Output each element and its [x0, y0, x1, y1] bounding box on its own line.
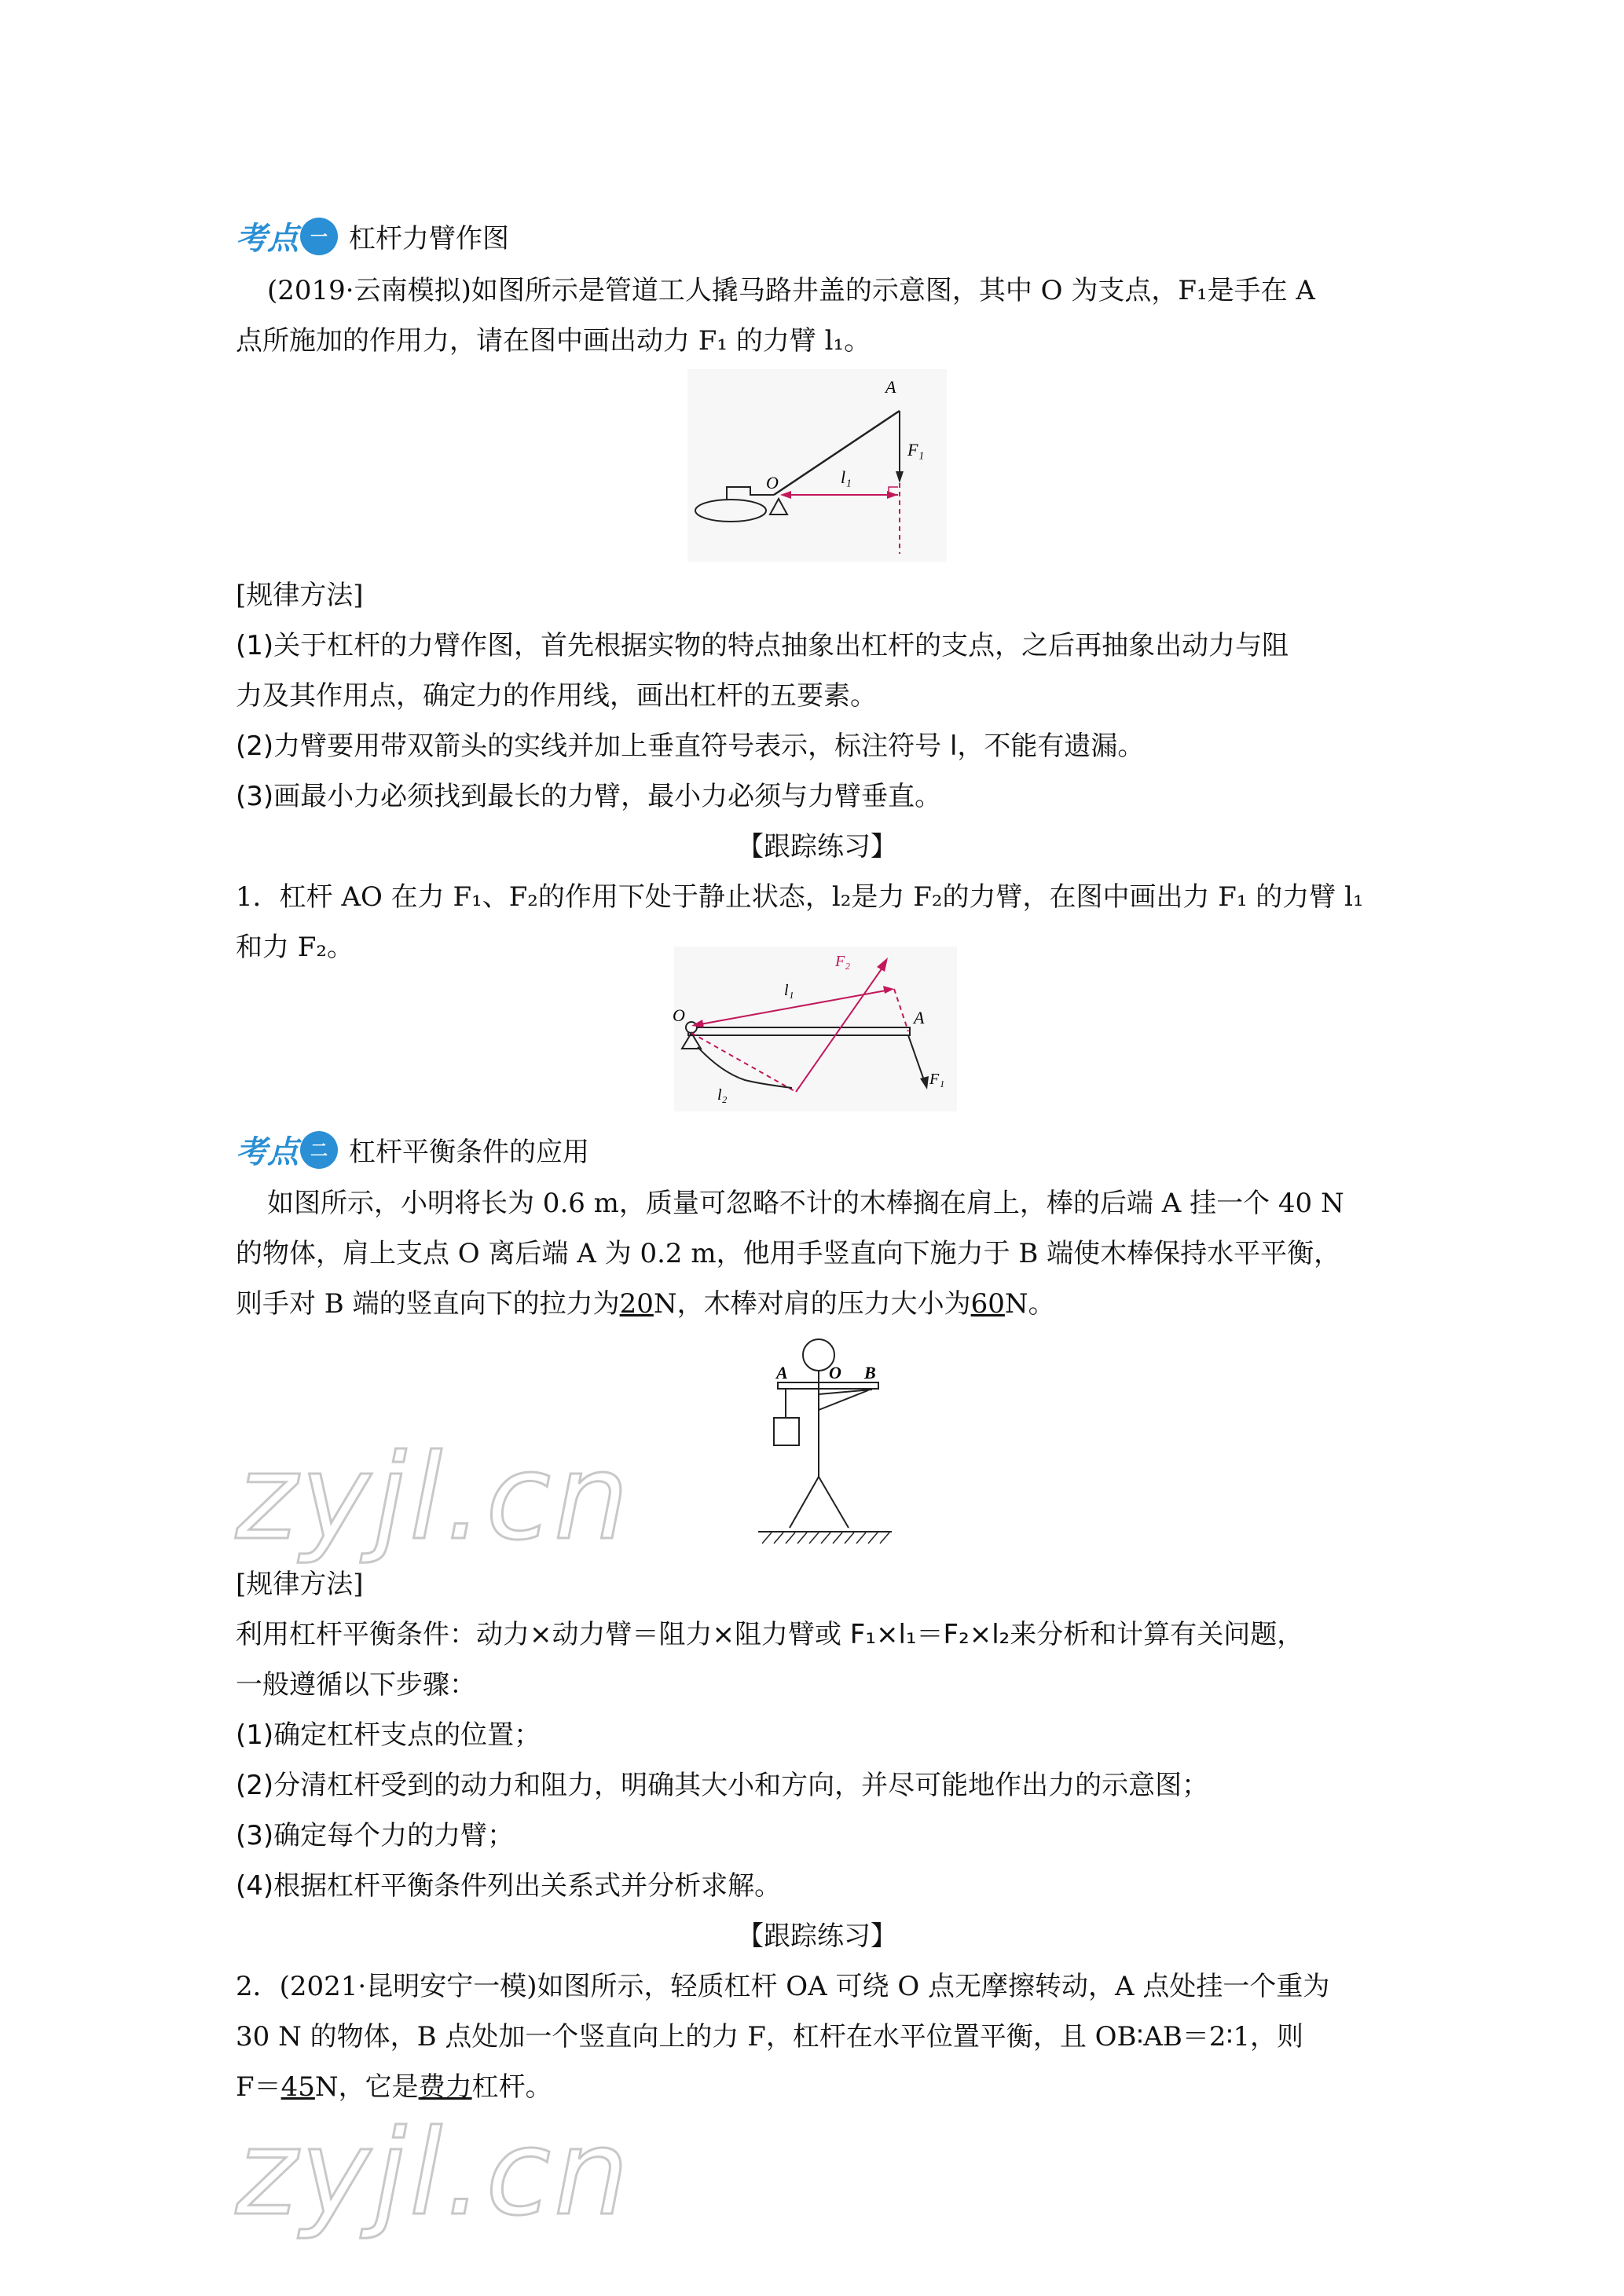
section1-badge: [236, 214, 338, 258]
label-l1: l₁: [841, 467, 852, 487]
stick-figure-lever: [754, 1331, 896, 1551]
label-A: A: [776, 1363, 788, 1382]
badge-number: 一: [300, 218, 338, 255]
practice-title: 【跟踪练习】: [737, 831, 897, 862]
watermark: zyjl.cn: [236, 2105, 632, 2242]
label-l1: l₁: [784, 982, 794, 999]
practice-title: 【跟踪练习】: [737, 1921, 897, 1952]
lever-AO-figure: [674, 947, 957, 1111]
label-A: A: [885, 377, 896, 397]
method-line: 力及其作用点，确定力的作用线，画出杠杆的五要素。: [236, 680, 877, 712]
section1-method: [236, 570, 1399, 972]
exercise-line: 和力 F₂。: [236, 932, 354, 963]
exercise-line: 2．(2021·昆明安宁一模)如图所示，轻质杠杆 OA 可绕 O 点无摩擦转动，A 点处挂一个重为: [236, 1971, 1330, 2002]
method-line: (2)力臂要用带双箭头的实线并加上垂直符号表示，标注符号 l，不能有遗漏。: [236, 731, 1145, 762]
answer-blank: 45: [280, 2071, 315, 2103]
section2-title: 杠杆平衡条件的应用: [349, 1137, 589, 1168]
exercise-line: 1．杠杆 AO 在力 F₁、F₂的作用下处于静止状态，l₂是力 F₂的力臂，在图中画出力 F₁ 的力臂 l₁: [236, 881, 1364, 913]
answer-blank: 60: [970, 1288, 1005, 1320]
badge-number: 二: [300, 1131, 338, 1169]
question-line: 点所施加的作用力，请在图中画出动力 F₁ 的力臂 l₁。: [236, 325, 871, 357]
section2-question: [236, 1178, 1399, 1329]
badge-text: 考点: [236, 1134, 299, 1170]
label-O: O: [829, 1363, 841, 1382]
method-line: 一般遵循以下步骤：: [236, 1669, 476, 1701]
label-O: O: [766, 473, 779, 493]
method-step: (2)分清杠杆受到的动力和阻力，明确其大小和方向，并尽可能地作出力的示意图；: [236, 1770, 1209, 1801]
question-line: 的物体，肩上支点 O 离后端 A 为 0.2 m，他用手竖直向下施力于 B 端使木棒保持水平平衡，: [236, 1238, 1341, 1269]
section1-question: [236, 265, 1399, 366]
section1-heading: [236, 214, 509, 258]
section2-method: [236, 1559, 1399, 2112]
exercise-line: 30 N 的物体，B 点处加一个竖直向上的力 F，杠杆在水平位置平衡，且 OB∶AB＝2∶1，则: [236, 2021, 1303, 2052]
section1-title: 杠杆力臂作图: [349, 223, 509, 255]
method-line: (3)画最小力必须找到最长的力臂，最小力必须与力臂垂直。: [236, 781, 942, 812]
answer-blank: 费力: [418, 2071, 472, 2103]
method-title: [规律方法]: [236, 580, 364, 611]
method-line: 利用杠杆平衡条件：动力×动力臂＝阻力×阻力臂或 F₁×l₁＝F₂×l₂来分析和计算有关问题，: [236, 1619, 1304, 1650]
badge-text: 考点: [236, 221, 299, 257]
question-line: 如图所示，小明将长为 0.6 m，质量可忽略不计的木棒搁在肩上，棒的后端 A 挂一个 40 N: [267, 1188, 1344, 1219]
answer-blank: 20: [619, 1288, 654, 1320]
method-step: (4)根据杠杆平衡条件列出关系式并分析求解。: [236, 1870, 782, 1902]
label-F2: F₂: [835, 953, 851, 970]
exercise-line: F＝45N，它是费力杠杆。: [236, 2071, 552, 2103]
label-F1: F₁: [907, 440, 925, 460]
label-B: B: [864, 1363, 876, 1382]
section2-heading: [236, 1127, 589, 1172]
label-F1: F₁: [929, 1071, 945, 1088]
watermark: zyjl.cn: [236, 1430, 632, 1566]
label-l2: l₂: [717, 1086, 728, 1104]
label-O: O: [673, 1005, 685, 1025]
question-line: (2019·云南模拟)如图所示是管道工人撬马路井盖的示意图，其中 O 为支点，F₁是手在 A: [267, 275, 1315, 306]
label-A: A: [914, 1008, 925, 1027]
question-line: 则手对 B 端的竖直向下的拉力为20N，木棒对肩的压力大小为60N。: [236, 1288, 1055, 1320]
method-line: (1)关于杠杆的力臂作图，首先根据实物的特点抽象出杠杆的支点，之后再抽象出动力与阻: [236, 630, 1289, 661]
method-step: (1)确定杠杆支点的位置；: [236, 1719, 541, 1751]
method-title: [规律方法]: [236, 1569, 364, 1600]
section2-badge: [236, 1127, 338, 1172]
manhole-lever-figure: [687, 369, 947, 562]
method-step: (3)确定每个力的力臂；: [236, 1820, 515, 1851]
